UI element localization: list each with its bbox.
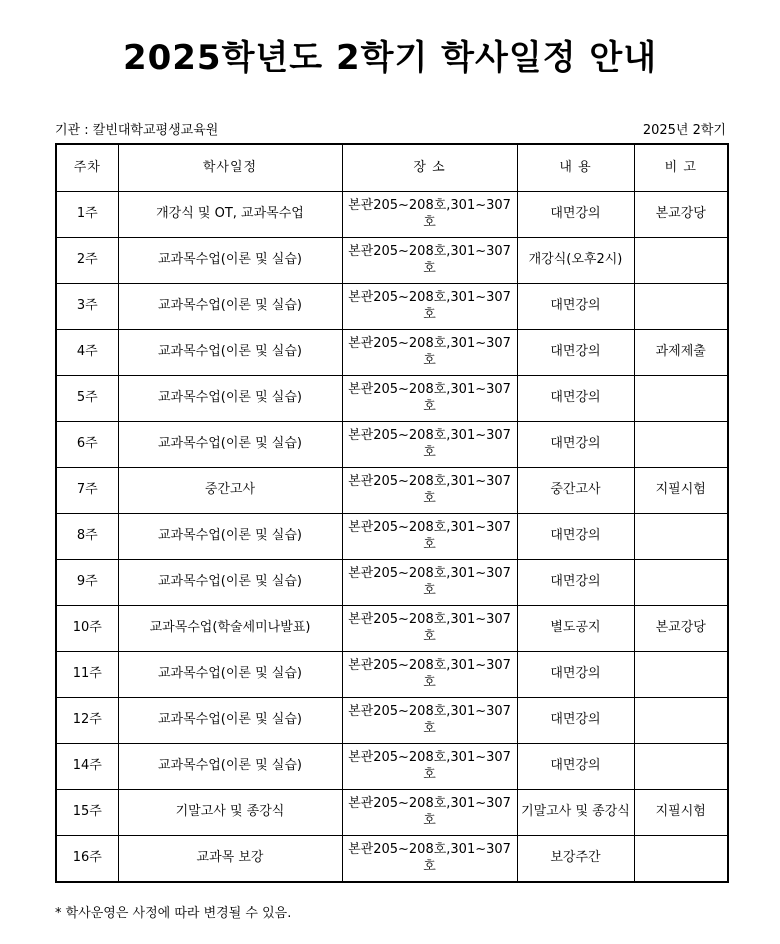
cell-week: 1주 [56,192,118,238]
cell-note: 지필시험 [634,790,728,836]
cell-place: 본관205~208호,301~307호 [342,836,517,883]
cell-place: 본관205~208호,301~307호 [342,560,517,606]
institution-label: 기관 : 칼빈대학교평생교육원 [55,123,219,138]
term-label: 2025년 2학기 [642,123,726,138]
cell-week: 5주 [56,376,118,422]
table-row [56,284,728,330]
cell-schedule: 교과목수업(이론 및 실습) [118,238,342,284]
cell-week: 14주 [56,744,118,790]
table-row [56,422,728,468]
cell-content: 대면강의 [517,698,634,744]
table-row [56,698,728,744]
cell-place: 본관205~208호,301~307호 [342,238,517,284]
cell-week: 7주 [56,468,118,514]
table-row [56,514,728,560]
cell-schedule: 교과목수업(이론 및 실습) [118,652,342,698]
cell-content: 중간고사 [517,468,634,514]
cell-schedule: 기말고사 및 종강식 [118,790,342,836]
table-row [56,836,728,883]
table-row [56,330,728,376]
table-row [56,744,728,790]
cell-week: 11주 [56,652,118,698]
header-place: 장 소 [342,144,517,192]
cell-week: 15주 [56,790,118,836]
cell-schedule: 교과목수업(이론 및 실습) [118,376,342,422]
cell-content: 대면강의 [517,422,634,468]
cell-note [634,514,728,560]
table-row [56,192,728,238]
cell-content: 대면강의 [517,514,634,560]
cell-content: 기말고사 및 종강식 [517,790,634,836]
table-row [56,606,728,652]
page-title: 2025학년도 2학기 학사일정 안내 [122,38,658,78]
cell-content: 개강식(오후2시) [517,238,634,284]
header-note: 비 고 [634,144,728,192]
cell-schedule: 교과목수업(이론 및 실습) [118,560,342,606]
cell-place: 본관205~208호,301~307호 [342,330,517,376]
cell-note [634,238,728,284]
cell-content: 대면강의 [517,284,634,330]
cell-week: 12주 [56,698,118,744]
cell-schedule: 개강식 및 OT, 교과목수업 [118,192,342,238]
cell-content: 대면강의 [517,652,634,698]
cell-note [634,652,728,698]
cell-week: 2주 [56,238,118,284]
table-row [56,560,728,606]
table-row [56,652,728,698]
cell-note: 지필시험 [634,468,728,514]
cell-content: 보강주간 [517,836,634,883]
cell-place: 본관205~208호,301~307호 [342,606,517,652]
table-row [56,238,728,284]
schedule-body [56,192,728,883]
cell-content: 대면강의 [517,744,634,790]
cell-schedule: 교과목 보강 [118,836,342,883]
cell-note: 본교강당 [634,192,728,238]
cell-place: 본관205~208호,301~307호 [342,284,517,330]
cell-schedule: 교과목수업(이론 및 실습) [118,744,342,790]
table-row [56,790,728,836]
cell-schedule: 교과목수업(학술세미나발표) [118,606,342,652]
cell-week: 8주 [56,514,118,560]
cell-note [634,836,728,883]
cell-place: 본관205~208호,301~307호 [342,376,517,422]
cell-note [634,744,728,790]
cell-schedule: 교과목수업(이론 및 실습) [118,698,342,744]
cell-place: 본관205~208호,301~307호 [342,790,517,836]
cell-note [634,376,728,422]
footnote: * 학사운영은 사정에 따라 변경될 수 있음. [55,906,292,921]
cell-content: 별도공지 [517,606,634,652]
cell-week: 9주 [56,560,118,606]
cell-place: 본관205~208호,301~307호 [342,468,517,514]
cell-note [634,560,728,606]
cell-week: 3주 [56,284,118,330]
header-schedule: 학사일정 [118,144,342,192]
cell-place: 본관205~208호,301~307호 [342,744,517,790]
cell-content: 대면강의 [517,330,634,376]
header-week: 주차 [56,144,118,192]
cell-note: 본교강당 [634,606,728,652]
cell-place: 본관205~208호,301~307호 [342,422,517,468]
cell-week: 4주 [56,330,118,376]
cell-note: 과제제출 [634,330,728,376]
cell-place: 본관205~208호,301~307호 [342,698,517,744]
cell-note [634,422,728,468]
cell-schedule: 중간고사 [118,468,342,514]
cell-content: 대면강의 [517,376,634,422]
cell-note [634,284,728,330]
cell-place: 본관205~208호,301~307호 [342,514,517,560]
cell-note [634,698,728,744]
schedule-table [55,143,729,883]
cell-week: 10주 [56,606,118,652]
cell-schedule: 교과목수업(이론 및 실습) [118,330,342,376]
cell-schedule: 교과목수업(이론 및 실습) [118,284,342,330]
cell-content: 대면강의 [517,192,634,238]
cell-place: 본관205~208호,301~307호 [342,652,517,698]
cell-place: 본관205~208호,301~307호 [342,192,517,238]
cell-week: 16주 [56,836,118,883]
cell-content: 대면강의 [517,560,634,606]
cell-schedule: 교과목수업(이론 및 실습) [118,422,342,468]
cell-week: 6주 [56,422,118,468]
table-row [56,376,728,422]
table-row [56,468,728,514]
table-header-row [56,144,728,192]
cell-schedule: 교과목수업(이론 및 실습) [118,514,342,560]
header-content: 내 용 [517,144,634,192]
